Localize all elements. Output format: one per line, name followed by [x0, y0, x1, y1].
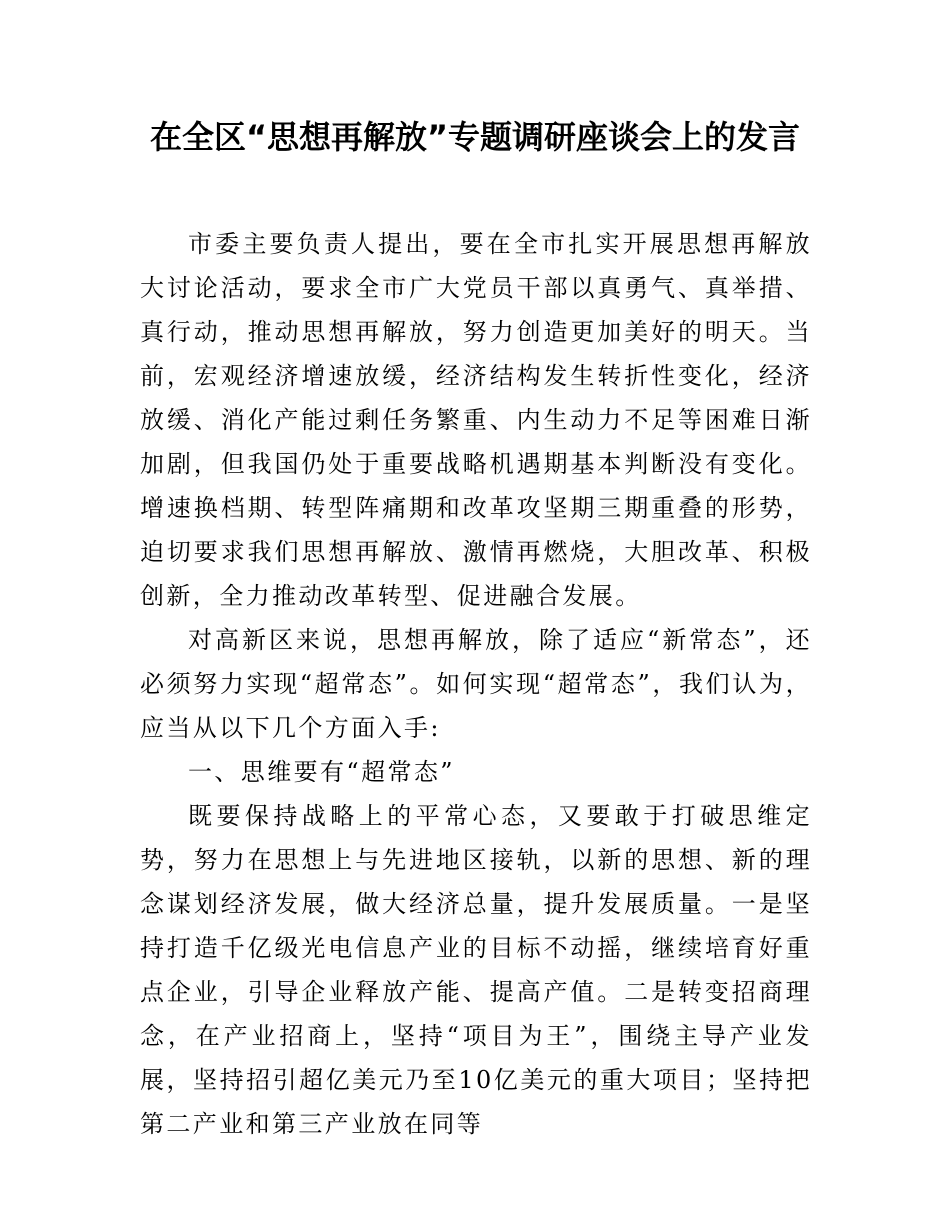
body-paragraph-approach: 对高新区来说，思想再解放，除了适应“新常态”，还必须努力实现“超常态”。如何实现“超常态”，我们认为，应当从以下几个方面入手:: [140, 626, 812, 742]
document-title: 在全区“思想再解放”专题调研座谈会上的发言: [149, 118, 801, 156]
body-paragraph-intro: 市委主要负责人提出，要在全市扎实开展思想再解放大讨论活动，要求全市广大党员干部以真勇气、真举措、真行动，推动思想再解放，努力创造更加美好的明天。当前，宏观经济增速放缓，经济结构发生转折性变化，经济放缓、消化产能过剩任务繁重、内生动力不足等困难日渐加剧，但我国仍处于重要战略机遇期基本判断没有变化。增速换档期、转型阵痛期和改革攻坚期三期重叠的形势，迫切要求我们思想再解放、激情再燃烧，大胆改革、积极创新，全力推动改革转型、促进融合发展。: [140, 230, 812, 610]
section-heading-1: 一、思维要有“超常态”: [188, 758, 455, 786]
body-paragraph-section-1: 既要保持战略上的平常心态，又要敢于打破思维定势，努力在思想上与先进地区接轨，以新的思想、新的理念谋划经济发展，做大经济总量，提升发展质量。一是坚持打造千亿级光电信息产业的目标不动摇，继续培育好重点企业，引导企业释放产能、提高产值。二是转变招商理念，在产业招商上，坚持“项目为王”，围绕主导产业发展，坚持招引超亿美元乃至10亿美元的重大项目；坚持把第二产业和第三产业放在同等: [140, 802, 812, 1138]
